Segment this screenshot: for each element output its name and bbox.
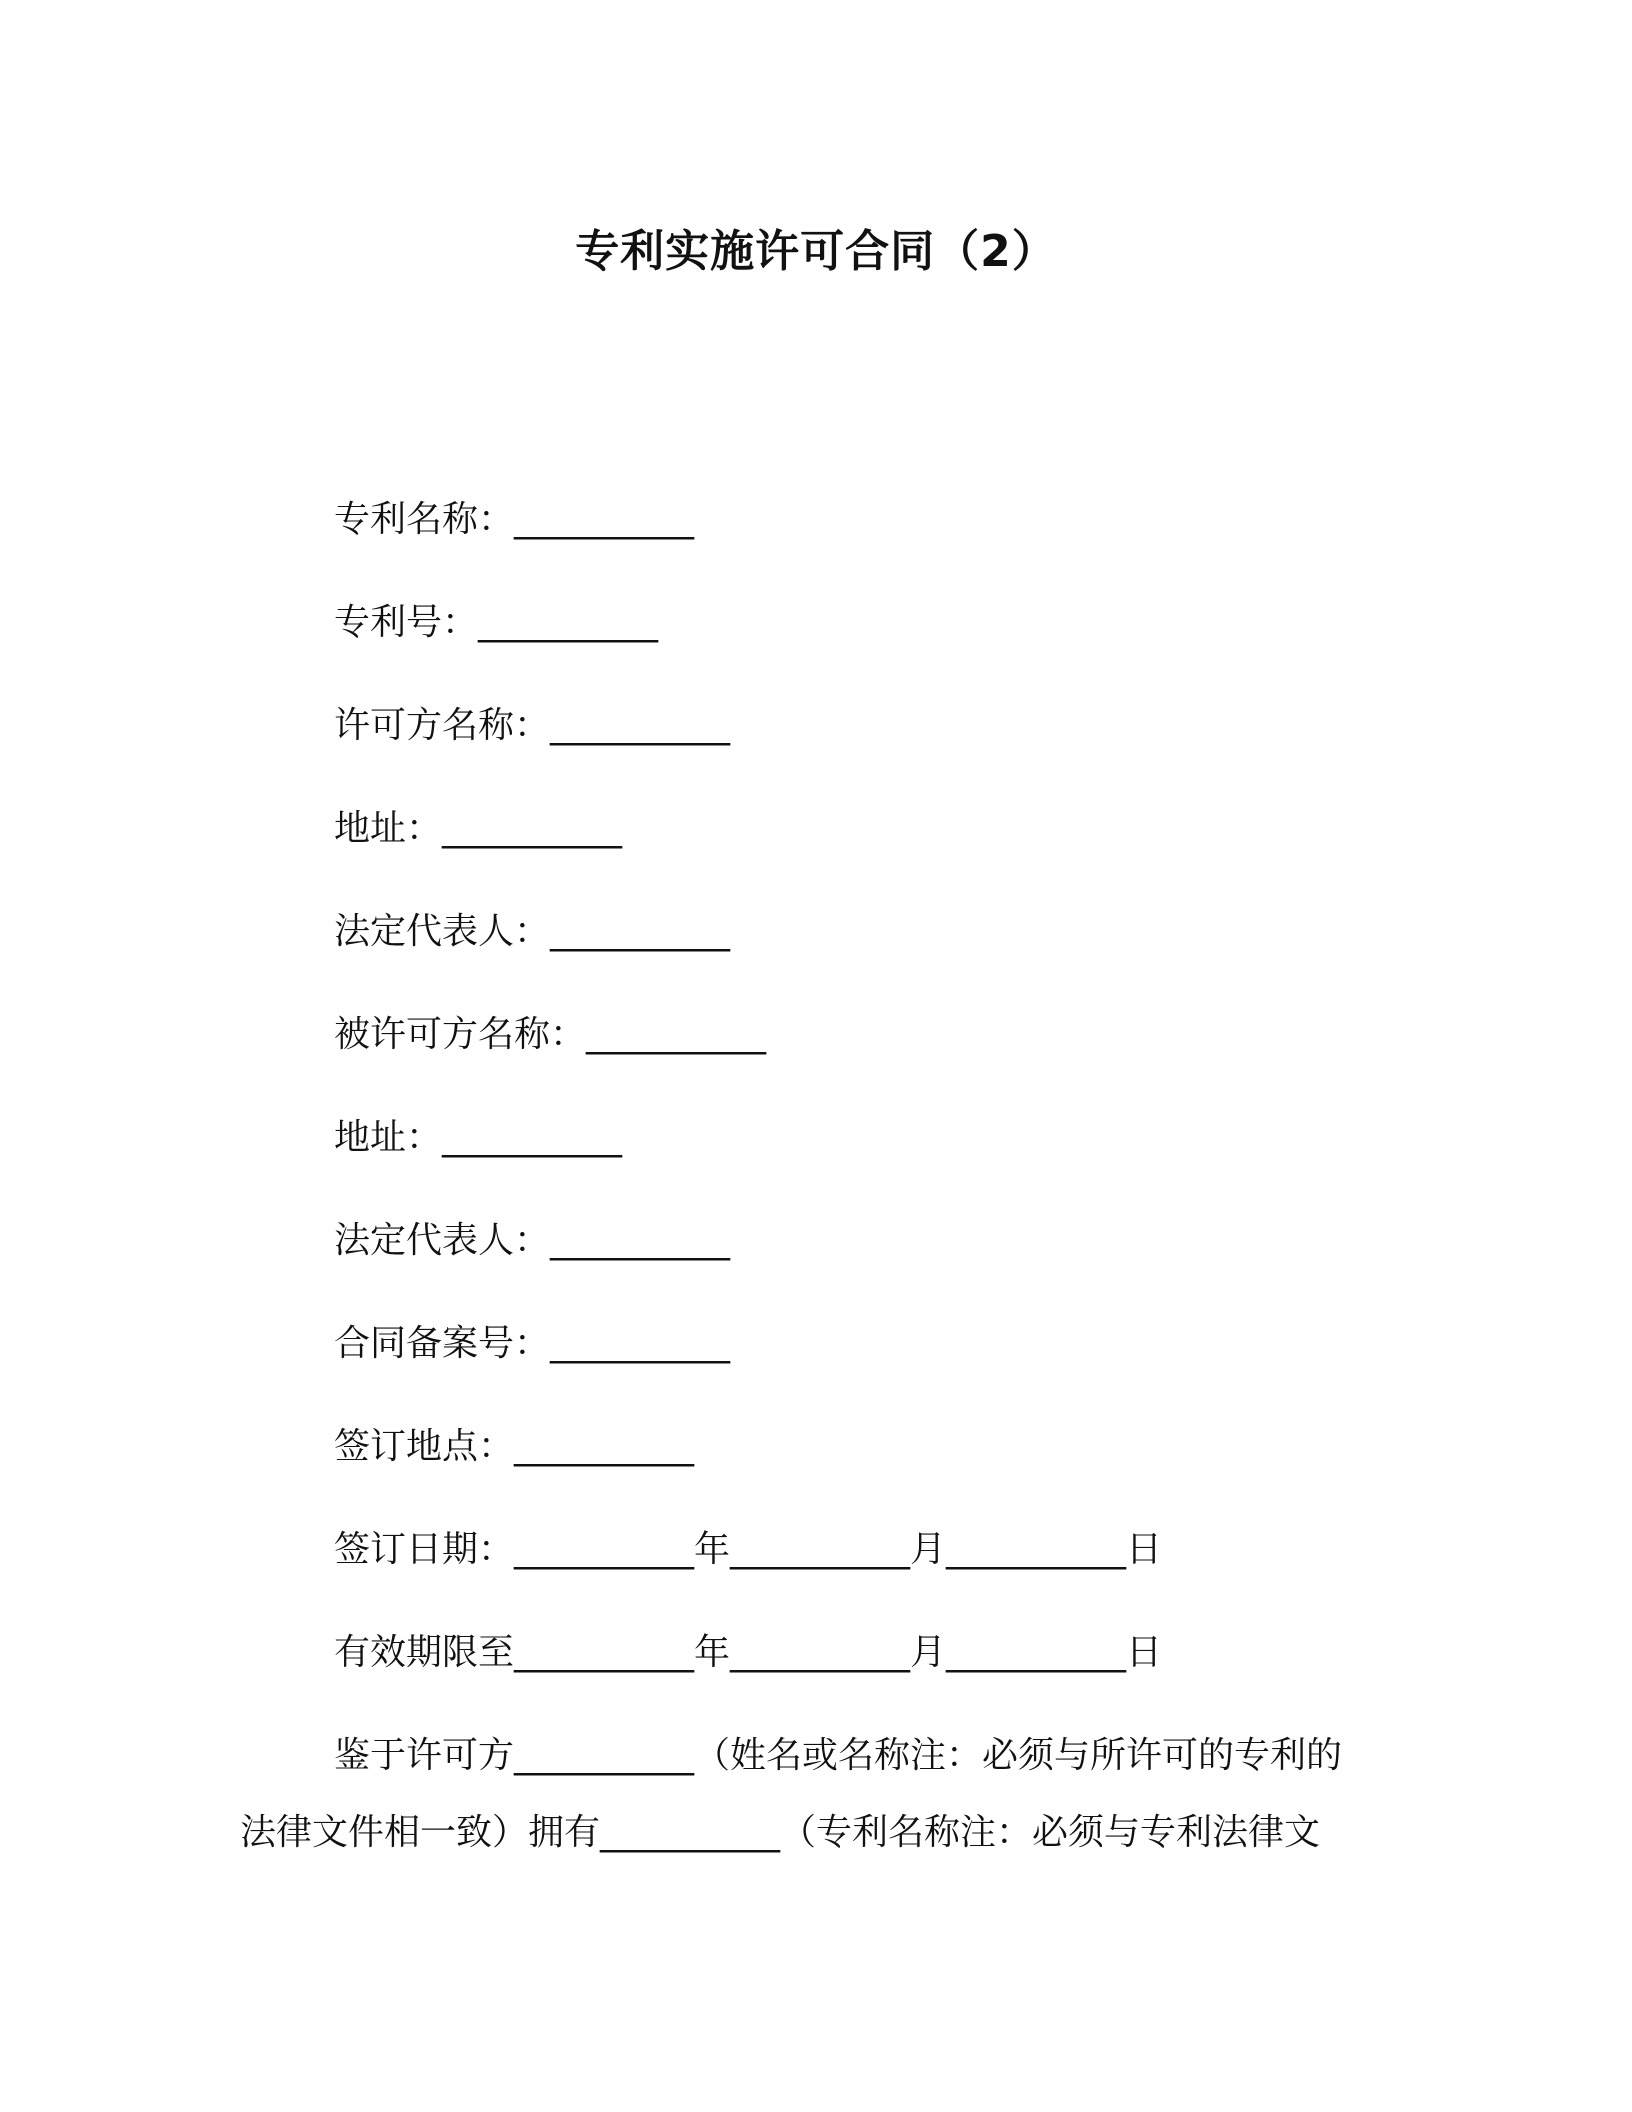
field-licensor-name: 许可方名称：__________ <box>334 705 731 746</box>
field-validity-period: 有效期限至__________年__________月__________日 <box>334 1632 1163 1673</box>
field-licensee-address: 地址：__________ <box>334 1117 623 1158</box>
field-signing-date: 签订日期：__________年__________月__________日 <box>334 1529 1163 1570</box>
paragraph-line-2: 法律文件相一致）拥有__________（专利名称注：必须与专利法律文 <box>240 1812 1321 1853</box>
field-licensor-address: 地址：__________ <box>334 808 623 849</box>
paragraph-line-1: 鉴于许可方__________（姓名或名称注：必须与所许可的专利的 <box>334 1735 1343 1776</box>
document-title: 专利实施许可合同（2） <box>575 226 1057 277</box>
field-signing-place: 签订地点：__________ <box>334 1426 695 1467</box>
field-licensee-representative: 法定代表人：__________ <box>334 1220 731 1261</box>
field-patent-number: 专利号：__________ <box>334 602 659 643</box>
field-licensee-name: 被许可方名称：__________ <box>334 1014 767 1055</box>
field-licensor-representative: 法定代表人：__________ <box>334 911 731 952</box>
field-patent-name: 专利名称：__________ <box>334 499 695 540</box>
field-contract-record-number: 合同备案号：__________ <box>334 1323 731 1364</box>
